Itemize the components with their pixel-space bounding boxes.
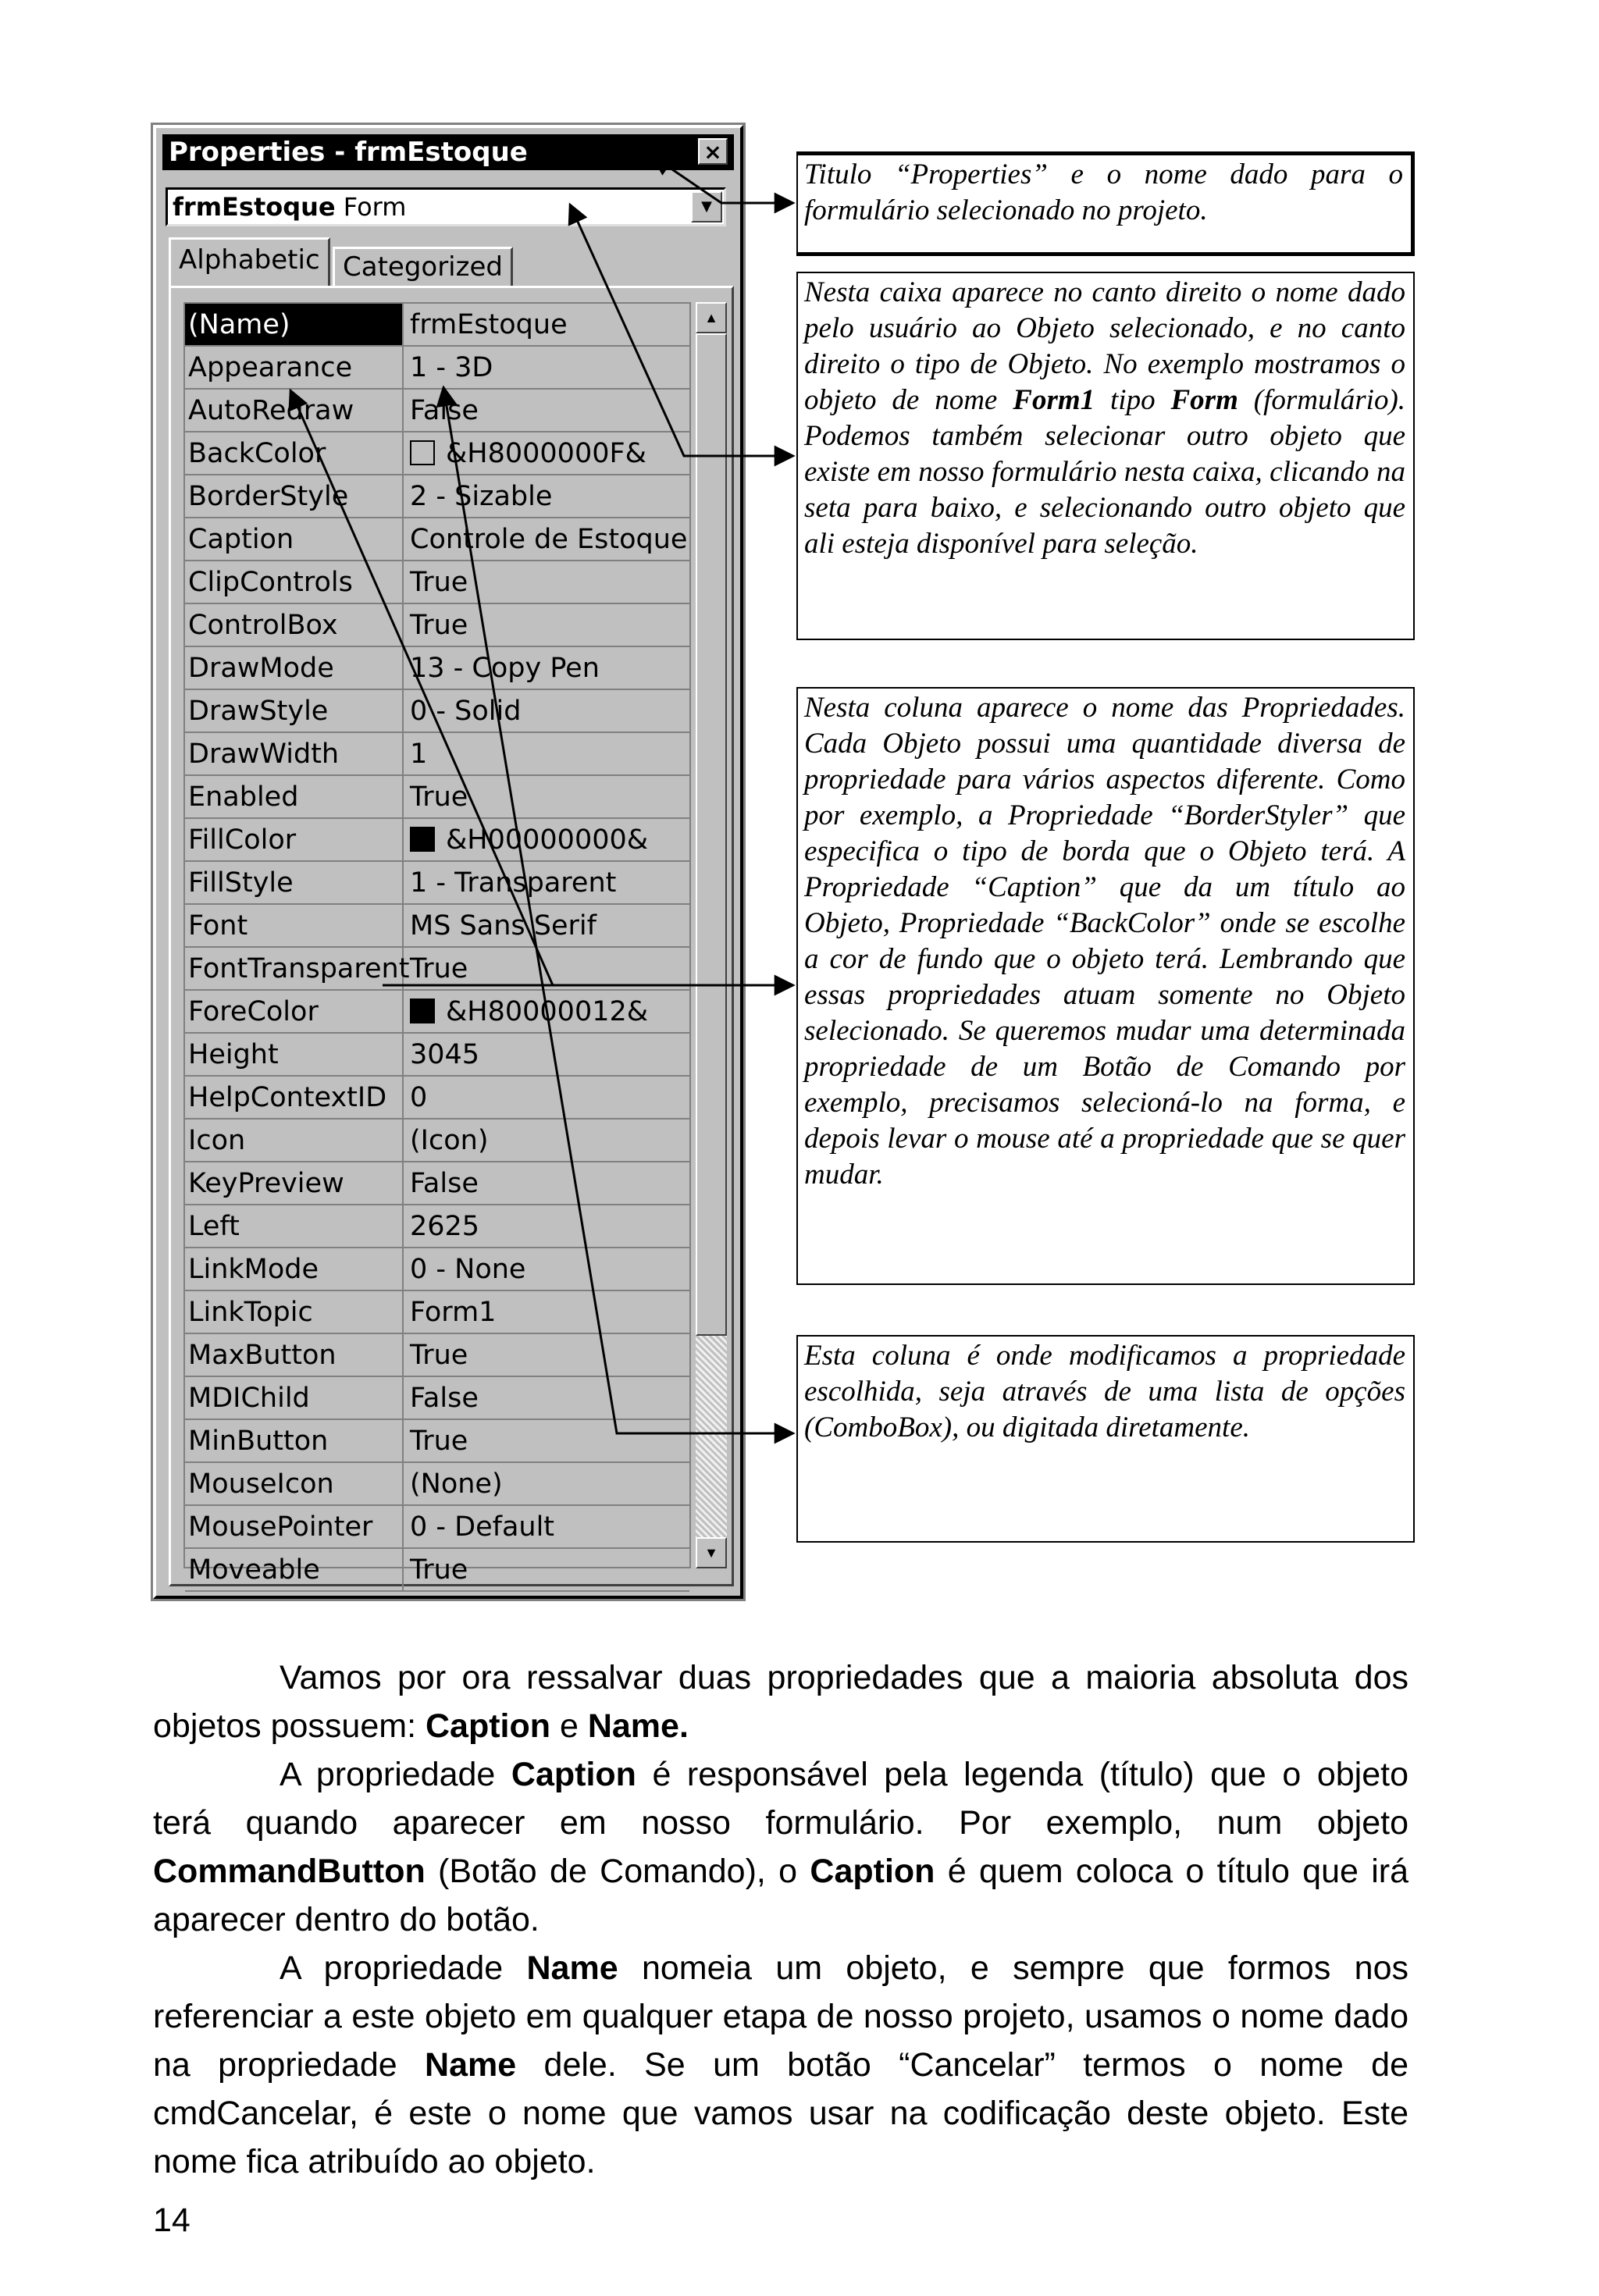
p1-bold-name: Name. xyxy=(587,1707,689,1745)
property-name[interactable]: FillStyle xyxy=(185,862,404,903)
scroll-thumb[interactable] xyxy=(696,333,727,1336)
paragraph-3 xyxy=(153,1944,1408,2186)
property-row[interactable] xyxy=(185,518,689,561)
close-icon: × xyxy=(703,139,722,165)
property-row[interactable] xyxy=(185,433,689,475)
property-name[interactable]: Caption xyxy=(185,518,404,560)
property-name[interactable]: FillColor xyxy=(185,819,404,860)
property-name[interactable]: MousePointer xyxy=(185,1506,404,1547)
property-name[interactable]: DrawWidth xyxy=(185,733,404,774)
property-value[interactable]: 0 - Solid xyxy=(410,696,522,727)
callout-object-box xyxy=(796,272,1415,640)
property-value[interactable]: 2625 xyxy=(410,1211,480,1242)
property-value[interactable]: True xyxy=(410,1554,468,1586)
color-swatch xyxy=(410,827,435,852)
property-row[interactable] xyxy=(185,776,689,819)
property-name[interactable]: LinkMode xyxy=(185,1248,404,1290)
property-value[interactable]: False xyxy=(410,1383,479,1414)
property-value[interactable]: 0 - None xyxy=(410,1254,526,1285)
property-row[interactable] xyxy=(185,1420,689,1463)
property-row[interactable] xyxy=(185,1248,689,1291)
p2-bold-commandbutton: CommandButton xyxy=(153,1853,426,1890)
callout-object-text-3: (formulário). Podemos também selecionar outro objeto que existe em nosso formulário nesta caixa, clicando na seta para baixo, e selecionando outro objeto que ali esteja disponível para seleção. xyxy=(804,384,1406,560)
property-value-text: &H80000012& xyxy=(446,996,649,1027)
callout-value-column-text: Esta coluna é onde modificamos a propriedade escolhida, seja através de uma lista de opções (ComboBox), ou digitada diretamente. xyxy=(804,1340,1405,1443)
arrow-up-icon: ▲ xyxy=(704,310,718,326)
object-type: Form xyxy=(343,192,407,222)
property-row[interactable] xyxy=(185,733,689,776)
page-number: 14 xyxy=(153,2202,191,2239)
p3-text-3: dele. Se um botão “Cancelar” termos o nome de cmdCancelar, é este o nome que vamos usar na codificação deste objeto. Este nome fica atribuído ao objeto. xyxy=(153,2046,1408,2180)
p1-text-1: Vamos por ora ressalvar duas propriedades que a maioria absoluta dos objetos possuem: xyxy=(153,1659,1408,1745)
property-name[interactable]: ForeColor xyxy=(185,991,404,1032)
property-value[interactable]: (None) xyxy=(410,1468,503,1500)
properties-window xyxy=(153,125,743,1599)
scroll-up-button[interactable] xyxy=(696,302,727,333)
property-row[interactable] xyxy=(185,1291,689,1334)
property-name[interactable]: ControlBox xyxy=(185,604,404,646)
property-value[interactable]: 13 - Copy Pen xyxy=(410,653,600,684)
chevron-down-icon: ▼ xyxy=(701,198,712,215)
property-row[interactable] xyxy=(185,1077,689,1120)
scroll-down-button[interactable] xyxy=(696,1537,727,1568)
property-name[interactable]: (Name) xyxy=(185,304,404,345)
callout-name-column xyxy=(796,687,1415,1285)
property-row[interactable] xyxy=(185,1205,689,1248)
property-name[interactable]: Enabled xyxy=(185,776,404,817)
property-value[interactable] xyxy=(410,433,689,474)
p2-text-4: é quem coloca o título que irá aparecer dentro do botão. xyxy=(153,1853,1408,1938)
property-value[interactable]: 0 xyxy=(410,1082,428,1113)
callout-value-column xyxy=(796,1335,1415,1543)
property-name[interactable]: HelpContextID xyxy=(185,1077,404,1118)
callout-name-column-text: Nesta coluna aparece o nome das Propriedades. Cada Objeto possui uma quantidade diversa de propriedade para vários aspectos diferente. Como por exemplo, a Propriedade “BorderStyler” que especifica o tipo de borda que o Objeto terá. A Propriedade “Caption” que da um título ao Objeto, Propriedade “BackColor” onde se escolhe a cor de fundo que o objeto terá. Lembrando que essas propriedades atuam somente no Objeto selecionado. Se queremos mudar uma determinada propriedade de um Botão de Comando por exemplo, precisamos selecioná-lo na forma, e depois levar o mouse até a propriedade que se quer mudar. xyxy=(804,692,1405,1191)
property-name[interactable]: DrawStyle xyxy=(185,690,404,732)
property-value[interactable]: 3045 xyxy=(410,1039,480,1070)
callout-object-bold-2: Form xyxy=(1170,384,1238,416)
property-name[interactable]: LinkTopic xyxy=(185,1291,404,1333)
property-row[interactable] xyxy=(185,604,689,647)
object-selector-combo[interactable] xyxy=(166,187,726,226)
property-name[interactable]: MDIChild xyxy=(185,1377,404,1419)
property-row[interactable] xyxy=(185,690,689,733)
property-row[interactable] xyxy=(185,647,689,690)
property-value[interactable]: Form1 xyxy=(410,1297,497,1328)
property-row[interactable] xyxy=(185,819,689,862)
property-name[interactable]: FontTransparent xyxy=(185,948,404,989)
property-name[interactable]: MaxButton xyxy=(185,1334,404,1376)
property-name[interactable]: AutoRedraw xyxy=(185,390,404,431)
callout-title-text: Titulo “Properties” e o nome dado para o formulário selecionado no projeto. xyxy=(804,158,1403,226)
property-name[interactable]: Appearance xyxy=(185,347,404,388)
color-swatch xyxy=(410,440,435,465)
dropdown-arrow-button[interactable] xyxy=(691,191,722,222)
callout-title xyxy=(796,151,1415,256)
property-name[interactable]: Height xyxy=(185,1034,404,1075)
close-button[interactable] xyxy=(698,138,728,165)
object-name: frmEstoque xyxy=(173,192,336,222)
property-name[interactable]: BorderStyle xyxy=(185,475,404,517)
property-row[interactable] xyxy=(185,1377,689,1420)
property-value-text: &H8000000F& xyxy=(446,438,646,469)
property-value[interactable]: frmEstoque xyxy=(410,309,568,340)
property-value[interactable] xyxy=(410,991,689,1032)
property-value[interactable]: True xyxy=(410,953,468,984)
property-name[interactable]: MinButton xyxy=(185,1420,404,1461)
paragraph-2 xyxy=(153,1750,1408,1944)
property-value[interactable]: (Icon) xyxy=(410,1125,489,1156)
property-value[interactable]: 2 - Sizable xyxy=(410,481,553,512)
callout-object-text-2: tipo xyxy=(1095,384,1171,416)
property-value[interactable]: False xyxy=(410,395,479,426)
p1-bold-caption: Caption xyxy=(425,1707,551,1745)
property-row[interactable] xyxy=(185,905,689,948)
p3-text-2: nomeia um objeto, e sempre que formos nos referenciar a este objeto em qualquer etapa de nosso projeto, usamos o nome dado na propriedade xyxy=(153,1949,1408,2084)
property-row[interactable] xyxy=(185,991,689,1034)
property-name[interactable]: KeyPreview xyxy=(185,1162,404,1204)
property-name[interactable]: BackColor xyxy=(185,433,404,474)
p2-text-1: A propriedade xyxy=(280,1756,511,1793)
property-value[interactable]: 1 xyxy=(410,739,428,770)
property-row[interactable] xyxy=(185,347,689,390)
property-grid-frame xyxy=(169,286,734,1586)
property-value[interactable]: True xyxy=(410,567,468,598)
property-value[interactable]: False xyxy=(410,1168,479,1199)
property-value[interactable] xyxy=(410,819,689,860)
property-value[interactable]: True xyxy=(410,1340,468,1371)
window-title: Properties - frmEstoque xyxy=(169,137,528,168)
property-name[interactable]: DrawMode xyxy=(185,647,404,689)
property-value[interactable]: 1 - Transparent xyxy=(410,867,617,899)
p3-bold-name: Name xyxy=(526,1949,618,1987)
callout-object-text-1: Nesta caixa aparece no canto direito o nome dado pelo usuário ao Objeto selecionado, e no canto direito o tipo de Objeto. No exemplo mostramos o objeto de nome xyxy=(804,276,1405,416)
property-row[interactable] xyxy=(185,1162,689,1205)
p2-bold-caption-2: Caption xyxy=(810,1853,935,1890)
properties-title-bar[interactable] xyxy=(162,134,734,170)
callout-object-bold-1: Form1 xyxy=(1013,384,1095,416)
property-row[interactable] xyxy=(185,304,689,347)
property-value[interactable]: True xyxy=(410,1426,468,1457)
property-row[interactable] xyxy=(185,1463,689,1506)
property-row[interactable] xyxy=(185,1120,689,1162)
p2-text-2: é responsável pela legenda (título) que o objeto terá quando aparecer em nosso formulário. Por exemplo, num objeto xyxy=(153,1756,1408,1842)
property-value[interactable]: Controle de Estoque xyxy=(410,524,688,555)
property-value-text: &H00000000& xyxy=(446,824,649,856)
property-row[interactable] xyxy=(185,561,689,604)
property-value[interactable]: True xyxy=(410,610,468,641)
arrow-down-icon: ▼ xyxy=(704,1545,718,1561)
property-row[interactable] xyxy=(185,1034,689,1077)
property-name[interactable]: Left xyxy=(185,1205,404,1247)
property-row[interactable] xyxy=(185,1506,689,1549)
property-value[interactable]: 1 - 3D xyxy=(410,352,493,383)
p1-text-2: e xyxy=(550,1707,588,1745)
property-row[interactable] xyxy=(185,475,689,518)
p3-text-1: A propriedade xyxy=(280,1949,527,1987)
tab-alphabetic[interactable]: Alphabetic xyxy=(169,237,330,287)
property-name[interactable]: Font xyxy=(185,905,404,946)
color-swatch xyxy=(410,998,435,1023)
property-name[interactable]: ClipControls xyxy=(185,561,404,603)
property-name[interactable]: Icon xyxy=(185,1120,404,1161)
property-value[interactable]: 0 - Default xyxy=(410,1511,555,1543)
property-row[interactable] xyxy=(185,1549,689,1592)
body-text xyxy=(153,1653,1408,2186)
property-row[interactable] xyxy=(185,862,689,905)
property-row[interactable] xyxy=(185,390,689,433)
p2-bold-caption: Caption xyxy=(511,1756,636,1793)
property-grid xyxy=(183,302,691,1586)
vertical-scrollbar[interactable] xyxy=(696,302,727,1568)
property-row[interactable] xyxy=(185,948,689,991)
property-name[interactable]: MouseIcon xyxy=(185,1463,404,1504)
p2-text-3: (Botão de Comando), o xyxy=(425,1853,810,1890)
property-row[interactable] xyxy=(185,1334,689,1377)
tab-categorized[interactable]: Categorized xyxy=(333,247,513,286)
p3-bold-name-2: Name xyxy=(425,2046,517,2084)
property-value[interactable]: MS Sans Serif xyxy=(410,910,597,942)
property-value[interactable]: True xyxy=(410,781,468,813)
property-name[interactable]: Moveable xyxy=(185,1549,404,1590)
paragraph-1 xyxy=(153,1653,1408,1750)
